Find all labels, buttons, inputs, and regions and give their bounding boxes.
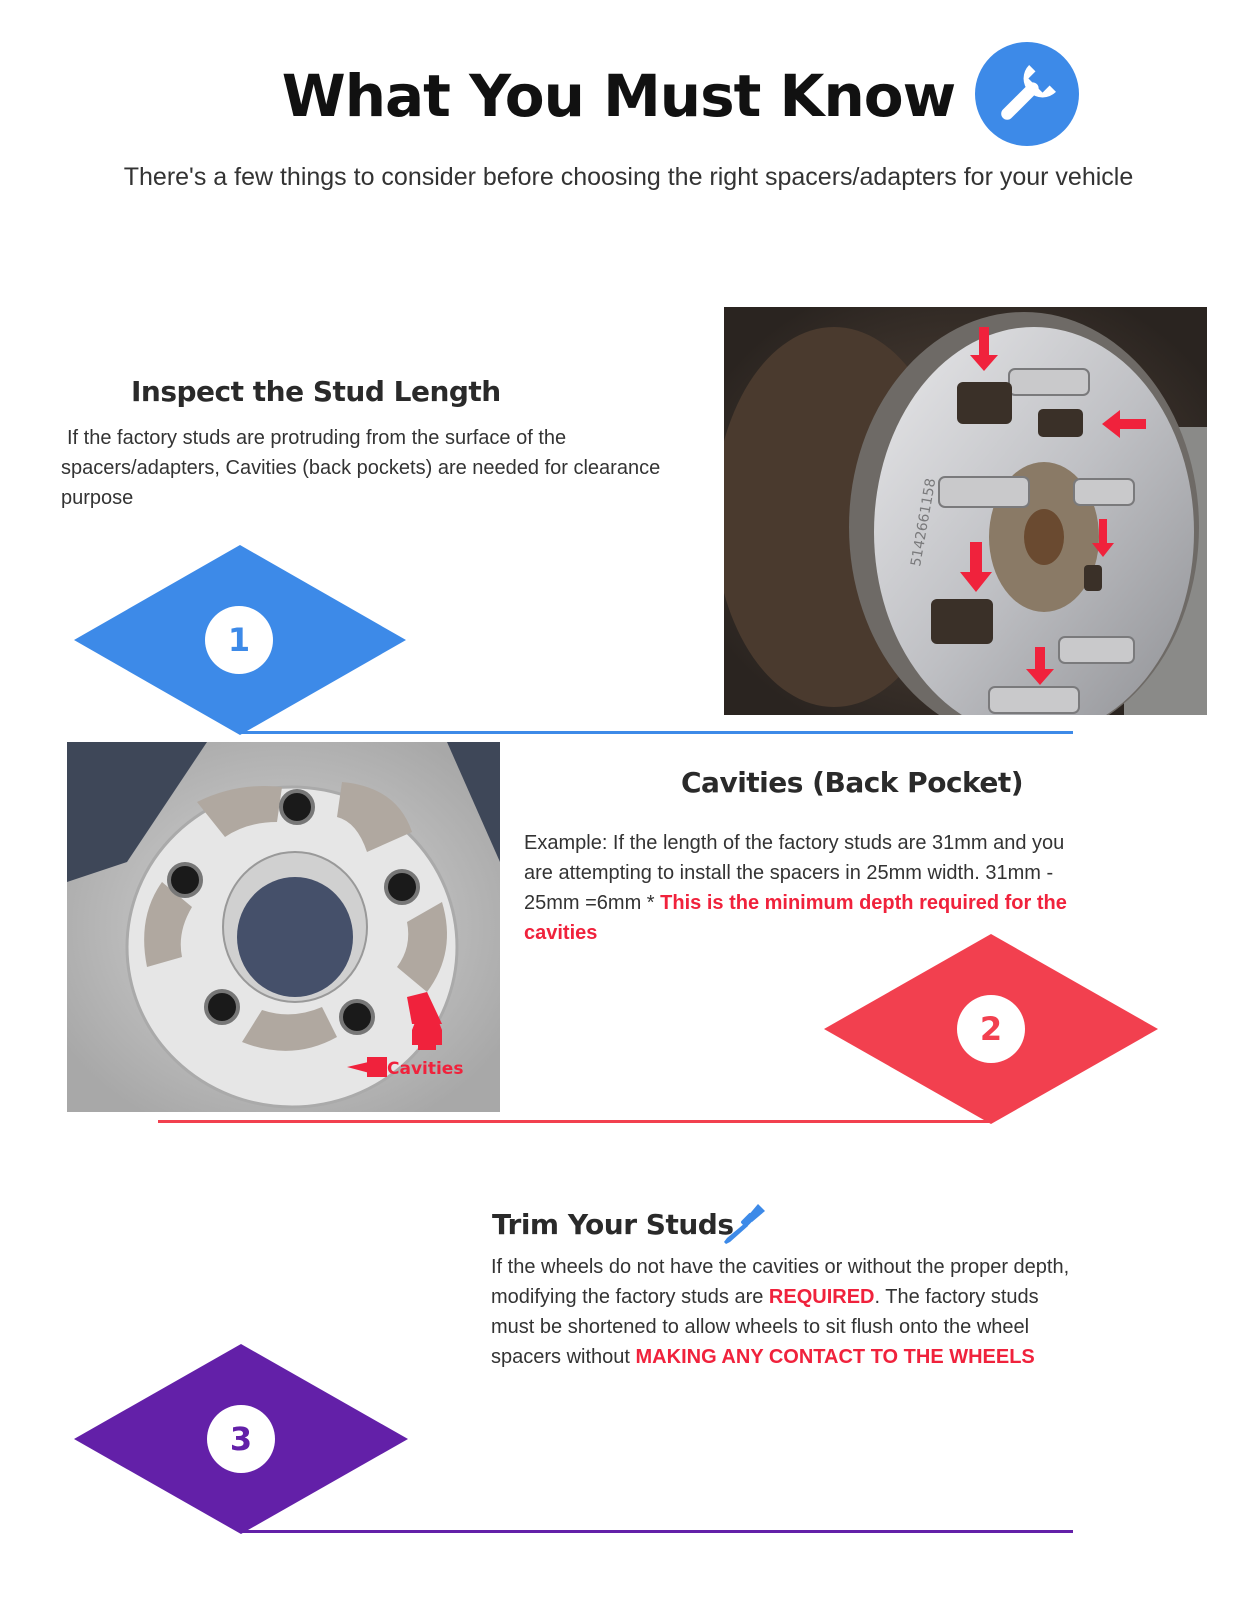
section3-required: REQUIRED: [768, 1286, 875, 1308]
page-subtitle: There's a few things to consider before choosing the right spacers/adapters for your vehicle: [123, 163, 1134, 191]
section1-heading: Inspect the Stud Length: [131, 375, 501, 408]
step3-number: 3: [207, 1405, 275, 1473]
cavities-photo-label: Cavities: [387, 1059, 464, 1079]
step2-number: 2: [957, 995, 1025, 1063]
section2-body: [524, 828, 1084, 948]
section3-body-text1: If the wheels do not have the cavities or without the proper depth, modifying the factory studs are: [491, 1256, 1070, 1308]
wrench-icon: [975, 42, 1079, 146]
section3-body-text2: . The factory studs must be shortened to allow wheels to sit flush onto the wheel spacers without: [491, 1286, 1039, 1368]
section2-highlight: This is the minimum depth required for the cavities: [524, 892, 1067, 944]
section3-divider: [240, 1530, 1073, 1533]
section1-divider: [240, 731, 1073, 734]
stud-length-photo: [724, 307, 1207, 715]
cavities-photo: [67, 742, 500, 1112]
section2-divider: [158, 1120, 991, 1123]
section1-body: If the factory studs are protruding from the surface of the spacers/adapters, Cavities (back pockets) are needed for clearance purpose: [61, 427, 661, 509]
step1-number: 1: [205, 606, 273, 674]
section2-body-text: Example: If the length of the factory studs are 31mm and you are attempting to install the spacers in 25mm width. 31mm - 25mm =6mm *: [524, 832, 1065, 914]
photo1-stamp: 5142661158: [908, 477, 940, 568]
page-title: What You Must Know: [281, 62, 956, 130]
section3-warning: MAKING ANY CONTACT TO THE WHEELS: [635, 1346, 1035, 1368]
screwdriver-icon: [718, 1198, 770, 1255]
section2-heading: Cavities (Back Pocket): [681, 766, 1024, 799]
section3-heading: Trim Your Studs: [492, 1208, 734, 1241]
section3-body: [491, 1252, 1071, 1372]
